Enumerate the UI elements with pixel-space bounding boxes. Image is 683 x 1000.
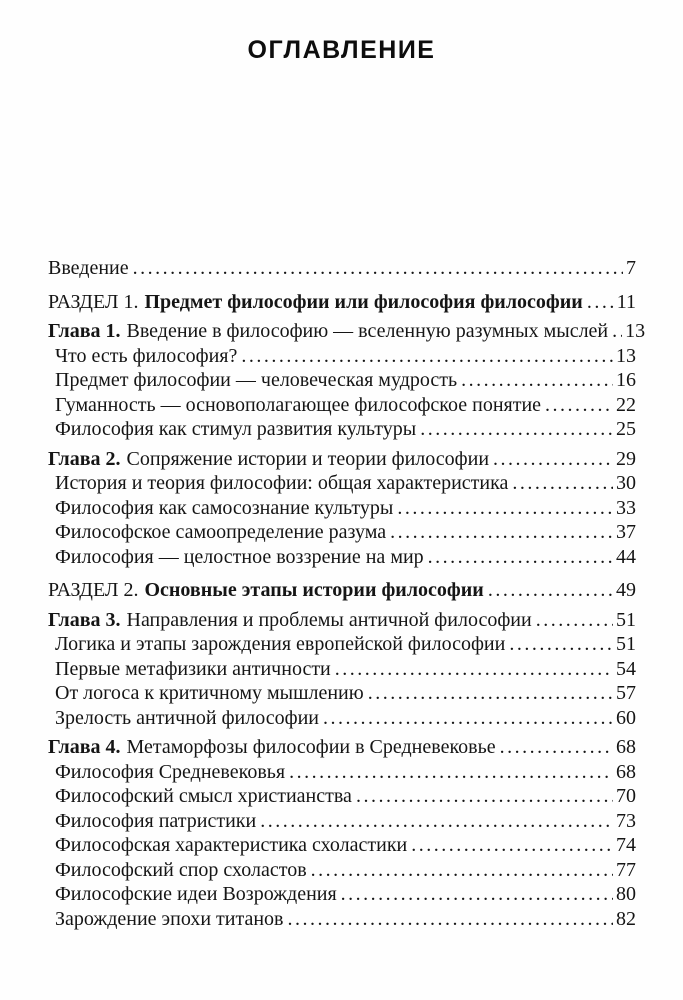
toc-page-number: 74 (616, 834, 636, 856)
toc-entry-title: Введение в философию — вселенную разумных мыслей (126, 320, 609, 342)
toc-entry-title: Основные этапы истории философии (144, 579, 484, 601)
toc-dot-leader (587, 290, 614, 315)
toc-entry-prefix: РАЗДЕЛ 2. (48, 579, 139, 601)
toc-row (48, 344, 636, 369)
toc-page-number: 13 (616, 344, 636, 367)
toc-row (48, 290, 636, 315)
toc-row (48, 632, 636, 657)
toc-entry-title: Философский спор схоластов (55, 858, 307, 881)
toc-dot-leader (612, 319, 622, 344)
toc-page-number: 30 (616, 472, 636, 494)
toc-row (48, 393, 636, 418)
toc-entry-title: История и теория философии: общая характеристика (55, 472, 509, 494)
toc-dot-leader (133, 256, 623, 281)
toc-row (48, 447, 636, 472)
toc-row (48, 608, 636, 633)
toc-row (48, 578, 636, 603)
toc-entry-title: Первые метафизики античности (55, 657, 331, 680)
toc-dot-leader (461, 368, 613, 393)
toc-entry-title: Философский смысл христианства (55, 785, 352, 807)
toc-page-number: 44 (616, 545, 636, 568)
toc-page-number: 51 (616, 608, 636, 631)
toc-page-number: 60 (616, 706, 636, 729)
toc-page-number: 49 (616, 579, 636, 601)
toc-entry-title: Философия Средневековья (55, 760, 286, 783)
toc-page-number: 22 (616, 393, 636, 416)
toc-page-number: 7 (626, 257, 636, 279)
toc-entry-title: Что есть философия? (55, 344, 238, 367)
toc-entry-title: Введение (48, 257, 129, 279)
toc-page-number: 13 (625, 320, 646, 342)
toc-dot-leader (335, 657, 613, 682)
toc-dot-leader (428, 545, 613, 570)
toc-entry-title: Философия как стимул развития культуры (55, 418, 417, 440)
toc-entry-title: Философские идеи Возрождения (55, 883, 337, 905)
toc-entry-title: Направления и проблемы античной философии (126, 608, 532, 631)
toc-entry-prefix: Глава 4. (48, 736, 121, 758)
toc-entry-prefix: Глава 2. (48, 447, 121, 470)
toc-page-number: 82 (616, 907, 636, 930)
toc-dot-leader (397, 496, 613, 521)
toc-page-number: 51 (616, 633, 636, 655)
toc-entry-title: Логика и этапы зарождения европейской философии (55, 633, 506, 655)
toc-dot-leader (420, 417, 613, 442)
toc-dot-leader (536, 608, 613, 633)
toc-row (48, 681, 636, 706)
toc-row (48, 520, 636, 545)
toc-dot-leader (509, 632, 613, 657)
toc-entry-title: Сопряжение истории и теории философии (126, 447, 490, 470)
toc-entry-title: Философская характеристика схоластики (55, 834, 408, 856)
toc-page-number: 77 (616, 858, 636, 881)
toc-row (48, 471, 636, 496)
toc-row (48, 760, 636, 785)
toc-page-number: 25 (616, 418, 636, 440)
toc-dot-leader (341, 882, 613, 907)
toc-dot-leader (368, 681, 613, 706)
toc-row (48, 907, 636, 932)
toc-row (48, 706, 636, 731)
toc-page-number: 73 (616, 809, 636, 832)
toc-entry-title: Философия патристики (55, 809, 257, 832)
toc-row (48, 882, 636, 907)
toc-entry-title: Зрелость античной философии (55, 706, 319, 729)
toc-entry-title: Зарождение эпохи титанов (55, 907, 284, 930)
toc-row (48, 319, 646, 344)
toc-page-number: 29 (616, 447, 636, 470)
toc-dot-leader (545, 393, 613, 418)
toc-dot-leader (512, 471, 613, 496)
toc-page-number: 68 (616, 760, 636, 783)
toc-row (48, 417, 636, 442)
toc-row (48, 545, 636, 570)
toc-row (48, 809, 636, 834)
toc-dot-leader (411, 833, 613, 858)
toc-page-number: 37 (616, 521, 636, 543)
toc-list (48, 256, 646, 931)
toc-row (48, 496, 636, 521)
toc-entry-prefix: РАЗДЕЛ 1. (48, 290, 139, 313)
toc-entry-prefix: Глава 1. (48, 320, 121, 342)
toc-dot-leader (311, 858, 613, 883)
toc-row (48, 784, 636, 809)
toc-dot-leader (289, 760, 613, 785)
toc-dot-leader (488, 578, 613, 603)
toc-row (48, 657, 636, 682)
toc-dot-leader (323, 706, 613, 731)
toc-entry-title: Гуманность — основополагающее философское понятие (55, 393, 542, 416)
toc-page-number: 11 (616, 290, 636, 313)
toc-page-number: 33 (616, 496, 636, 519)
toc-row (48, 256, 636, 281)
toc-dot-leader (356, 784, 613, 809)
toc-page-number: 57 (616, 682, 636, 704)
toc-row (48, 858, 636, 883)
toc-entry-title: От логоса к критичному мышлению (55, 682, 364, 704)
toc-dot-leader (260, 809, 613, 834)
toc-dot-leader (241, 344, 613, 369)
toc-page-number: 70 (616, 785, 636, 807)
toc-entry-title: Философия — целостное воззрение на мир (55, 545, 424, 568)
page-title: ОГЛАВЛЕНИЕ (247, 36, 436, 64)
toc-page-number: 54 (616, 657, 636, 680)
toc-dot-leader (390, 520, 613, 545)
toc-row (48, 368, 636, 393)
toc-entry-title: Предмет философии — человеческая мудрость (55, 369, 458, 391)
toc-page-number: 68 (616, 736, 636, 758)
toc-dot-leader (493, 447, 613, 472)
toc-entry-title: Метаморфозы философии в Средневековье (126, 736, 496, 758)
toc-entry-title: Предмет философии или философия философии (144, 290, 583, 313)
toc-entry-title: Философское самоопределение разума (55, 521, 387, 543)
toc-dot-leader (500, 735, 613, 760)
toc-entry-title: Философия как самосознание культуры (55, 496, 394, 519)
toc-row (48, 735, 636, 760)
toc-entry-prefix: Глава 3. (48, 608, 121, 631)
toc-dot-leader (288, 907, 614, 932)
toc-page-number: 80 (616, 883, 636, 905)
toc-page-number: 16 (616, 369, 636, 391)
toc-row (48, 833, 636, 858)
